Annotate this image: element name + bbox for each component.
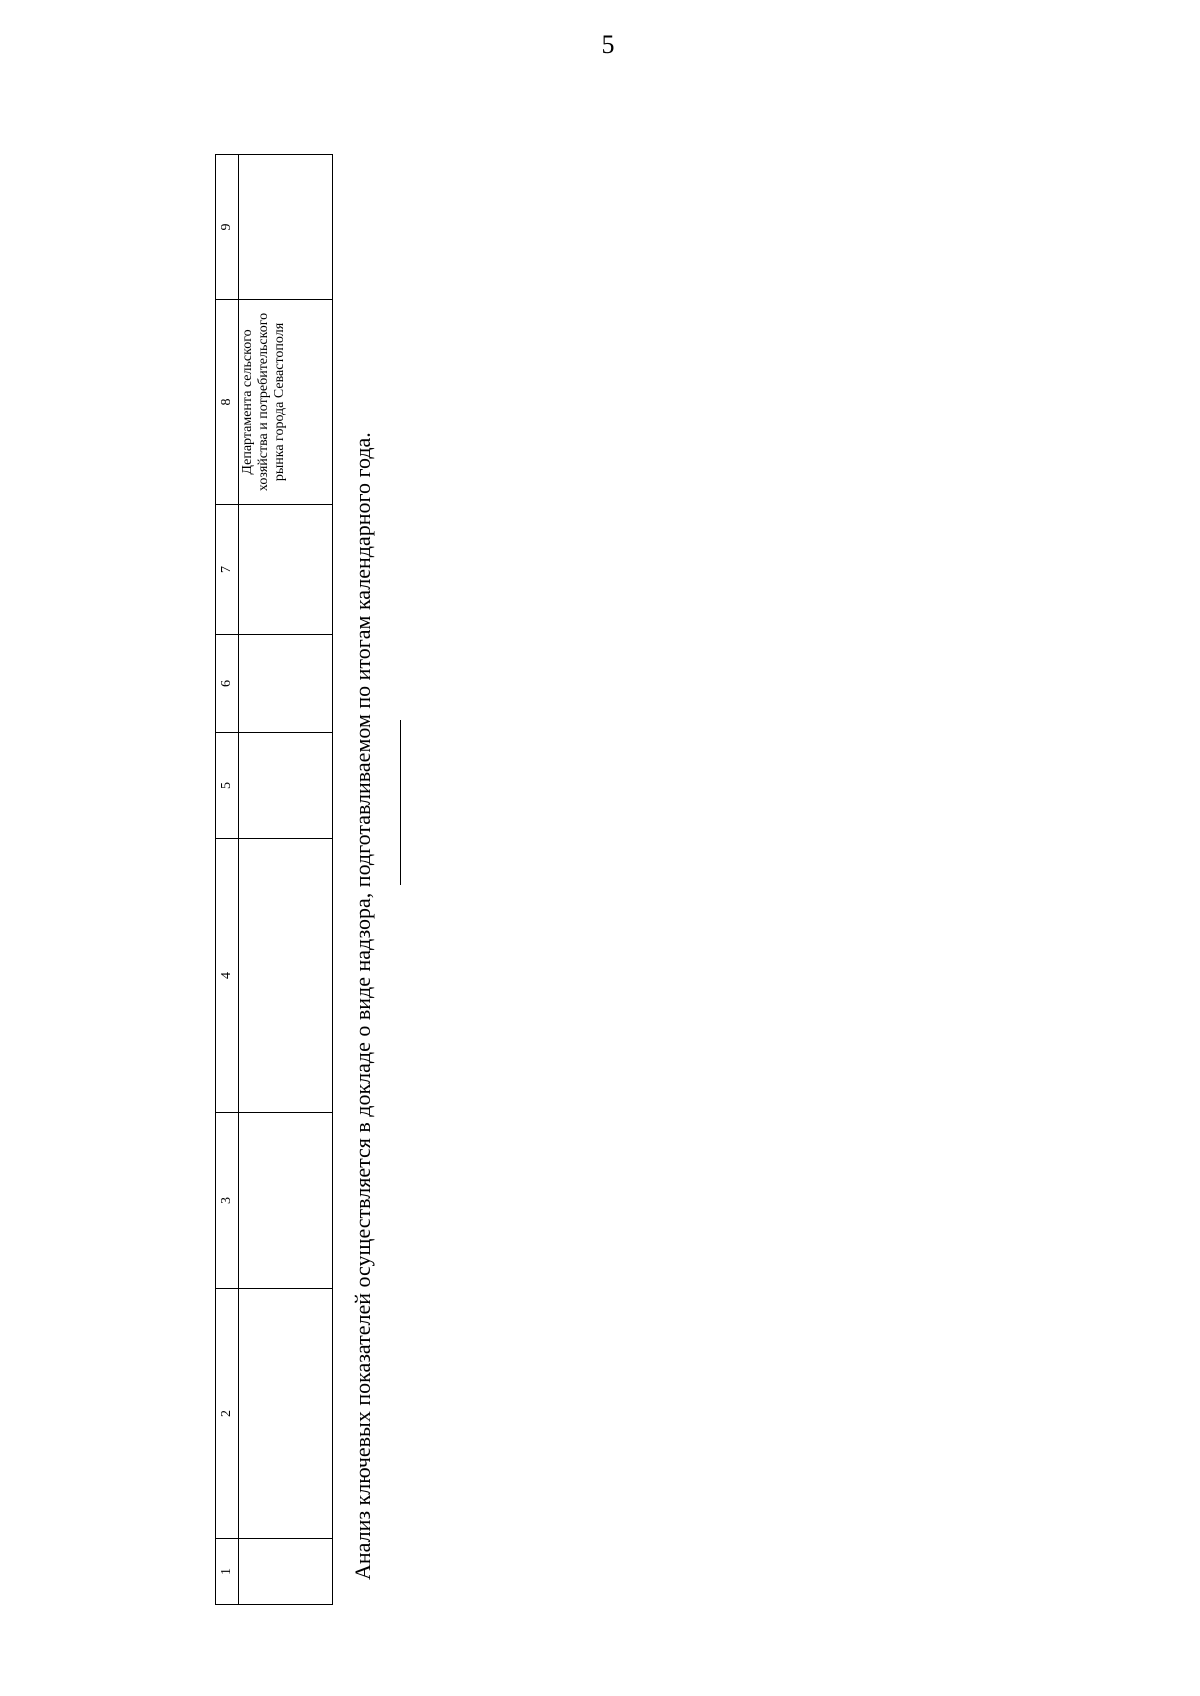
table-cell-2 — [239, 1289, 333, 1539]
column-number-4: 4 — [216, 839, 239, 1113]
column-number-9: 9 — [216, 155, 239, 300]
column-number-8: 8 — [216, 300, 239, 505]
separator-line — [400, 720, 401, 885]
column-number-6: 6 — [216, 635, 239, 733]
indicators-table — [215, 154, 333, 1605]
table-cell-3 — [239, 1113, 333, 1289]
table-cell-4 — [239, 839, 333, 1113]
column-number-3: 3 — [216, 1113, 239, 1289]
column-number-2: 2 — [216, 1289, 239, 1539]
landscape-content — [215, 105, 445, 1605]
table-cell-1 — [239, 1539, 333, 1605]
table-header-row — [216, 155, 239, 1605]
table-cell-6 — [239, 635, 333, 733]
table-cell-7 — [239, 505, 333, 635]
page-number: 5 — [601, 30, 615, 59]
column-number-1: 1 — [216, 1539, 239, 1605]
column-number-5: 5 — [216, 733, 239, 839]
table-row — [239, 155, 333, 1605]
table-cell-5 — [239, 733, 333, 839]
column-number-7: 7 — [216, 505, 239, 635]
table-cell-department: Департамента сельского хозяйства и потребительского рынка города Севастополя — [239, 300, 333, 505]
table-cell-9 — [239, 155, 333, 300]
note-text: Анализ ключевых показателей осуществляется в докладе о виде надзора, подготавливаемом по итогам календарного года. — [350, 432, 375, 1580]
